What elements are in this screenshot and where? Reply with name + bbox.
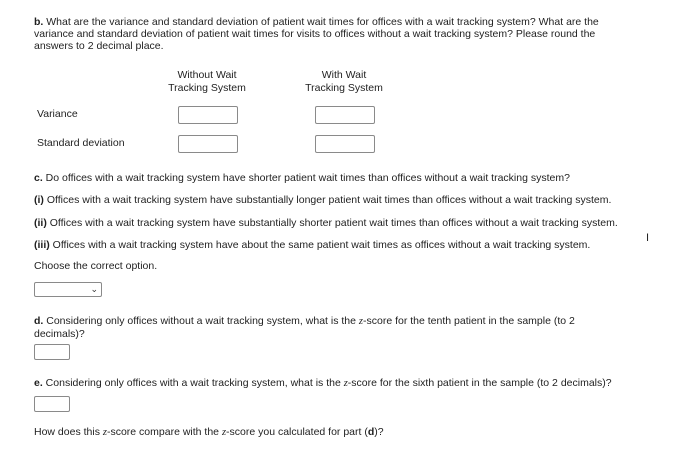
part-e-answer-input[interactable] [34,396,70,412]
option-iii [34,239,694,251]
followup-post: -score you calculated for part ( [226,426,368,438]
option-i-marker: (i) [34,194,44,206]
part-b-question [34,16,684,52]
part-c-text: Do offices with a wait tracking system have shorter patient wait times than offices without a wait tracking system? [42,172,570,184]
part-c-option-select[interactable] [34,282,102,297]
part-d-text-post: -score for the tenth patient in the sample (to 2 [362,315,575,327]
part-b-text-line2: variance and standard deviation of patient wait times for visits to offices without a wait tracking system? Please round the [34,28,596,40]
part-d-text-line2: decimals)? [34,328,85,340]
text-cursor-icon: I [646,232,650,244]
part-c-label: c. [34,172,43,184]
std-without-input[interactable] [178,135,238,153]
part-e-text-pre: Considering only offices with a wait tracking system, what is the [42,377,344,389]
option-ii [34,217,698,229]
part-d-label: d. [34,315,44,327]
column-header-without-line2: Tracking System [168,82,246,94]
part-b-text-line3: answers to 2 decimal place. [34,40,164,52]
part-d-question [34,315,674,340]
part-b-label: b. [34,16,44,28]
followup-mid: -score compare with the [106,426,222,438]
variance-with-input[interactable] [315,106,375,124]
followup-end: )? [374,426,384,438]
part-e-text-post: -score for the sixth patient in the sample (to 2 decimals)? [347,377,612,389]
z-symbol: z [358,316,363,327]
part-b-text-line1: What are the variance and standard deviation of patient wait times for offices with a wait tracking system? What are the [43,16,599,28]
option-i-text: Offices with a wait tracking system have substantially longer patient wait times than offices without a wait tracking system. [43,194,612,206]
row-label-variance: Variance [37,108,78,120]
variance-without-input[interactable] [178,106,238,124]
part-e-label: e. [34,377,43,389]
row-label-std: Standard deviation [37,137,125,149]
option-iii-text: Offices with a wait tracking system have about the same patient wait times as offices without a wait tracking system. [49,239,591,251]
part-c-question [34,172,684,184]
part-d-text-pre: Considering only offices without a wait tracking system, what is the [43,315,359,327]
option-ii-text: Offices with a wait tracking system have substantially shorter patient wait times than offices without a wait tracking system. [46,217,618,229]
part-e-question [34,377,694,390]
column-header-with-line2: Tracking System [305,82,383,94]
part-e-followup [34,426,674,439]
z-symbol: z [343,378,348,389]
part-d-answer-input[interactable] [34,344,70,360]
followup-part-ref: d [367,426,375,438]
column-header-without [157,69,257,95]
z-symbol: z [102,427,107,438]
option-iii-marker: (iii) [34,239,50,251]
option-i [34,194,694,206]
std-with-input[interactable] [315,135,375,153]
column-header-with-line1: With Wait [321,69,367,81]
z-symbol: z [221,427,227,438]
chevron-down-icon: ⌄ [90,284,98,294]
followup-pre: How does this [34,426,103,438]
option-ii-marker: (ii) [34,217,47,229]
part-c-instruction: Choose the correct option. [34,260,158,272]
column-header-with [294,69,394,95]
column-header-without-line1: Without Wait [177,69,237,81]
